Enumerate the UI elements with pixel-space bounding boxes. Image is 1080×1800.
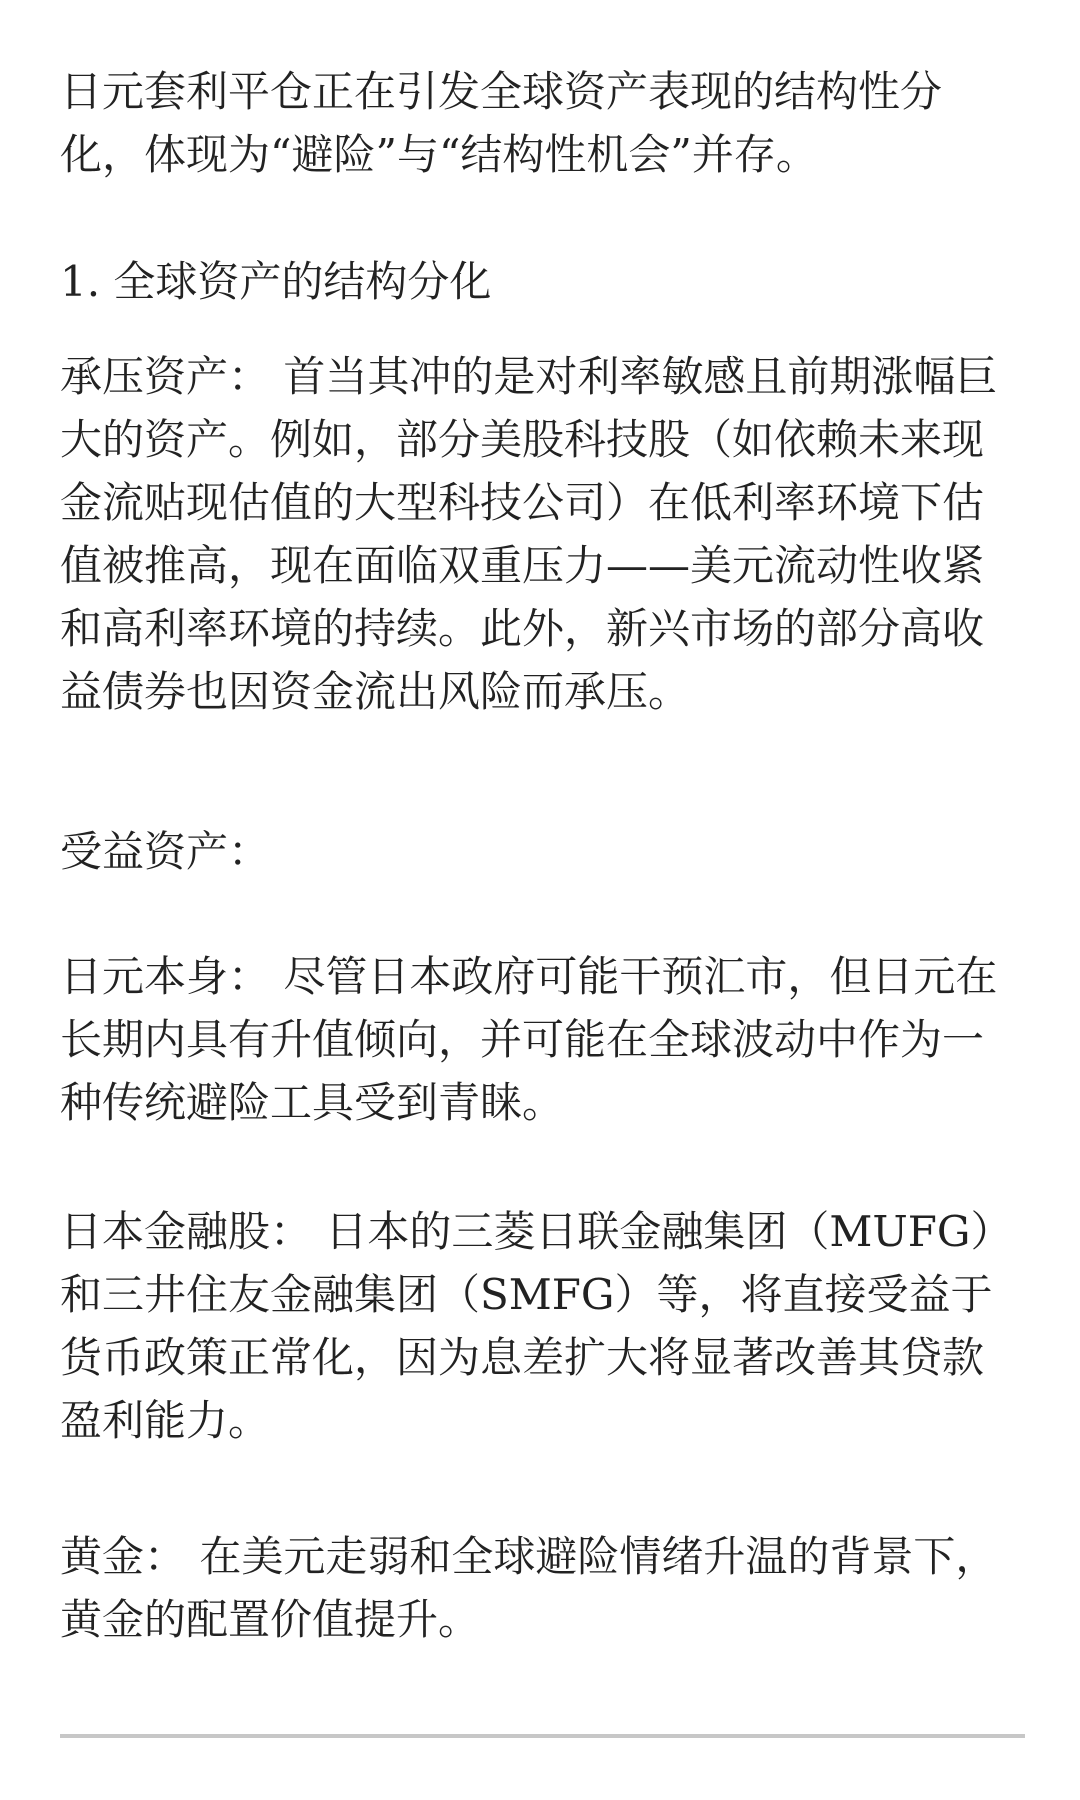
yen-paragraph xyxy=(60,945,1025,1134)
gold-paragraph xyxy=(60,1525,1025,1651)
section-heading: 1. 全球资产的结构分化 xyxy=(60,257,492,306)
yen-label: 日元本身： xyxy=(60,952,271,1001)
beneficiary-assets-label: 受益资产： xyxy=(60,827,271,876)
japan-financials-text: 日本的三菱日联金融集团（MUFG）和三井住友金融集团（SMFG）等，将直接受益于货币政策正常化，因为息差扩大将显著改善其贷款盈利能力。 xyxy=(60,1207,1013,1445)
japan-financials-paragraph xyxy=(60,1200,1025,1452)
gold-label: 黄金： xyxy=(60,1532,187,1581)
pressured-assets-paragraph xyxy=(60,345,1025,723)
pressured-assets-text: 首当其冲的是对利率敏感且前期涨幅巨大的资产。例如，部分美股科技股（如依赖未来现金流贴现估值的大型科技公司）在低利率环境下估值被推高，现在面临双重压力——美元流动性收紧和高利率环境的持续。此外，新兴市场的部分高收益债券也因资金流出风险而承压。 xyxy=(60,352,998,716)
yen-text: 尽管日本政府可能干预汇市，但日元在长期内具有升值倾向，并可能在全球波动中作为一种传统避险工具受到青睐。 xyxy=(60,952,998,1127)
gold-text: 在美元走弱和全球避险情绪升温的背景下，黄金的配置价值提升。 xyxy=(60,1532,998,1644)
pressured-assets-label: 承压资产： xyxy=(60,352,271,401)
intro-paragraph: 日元套利平仓正在引发全球资产表现的结构性分化，体现为“避险”与“结构性机会”并存。 xyxy=(60,67,943,179)
japan-financials-label: 日本金融股： xyxy=(60,1207,313,1256)
divider-line xyxy=(60,1734,1025,1738)
